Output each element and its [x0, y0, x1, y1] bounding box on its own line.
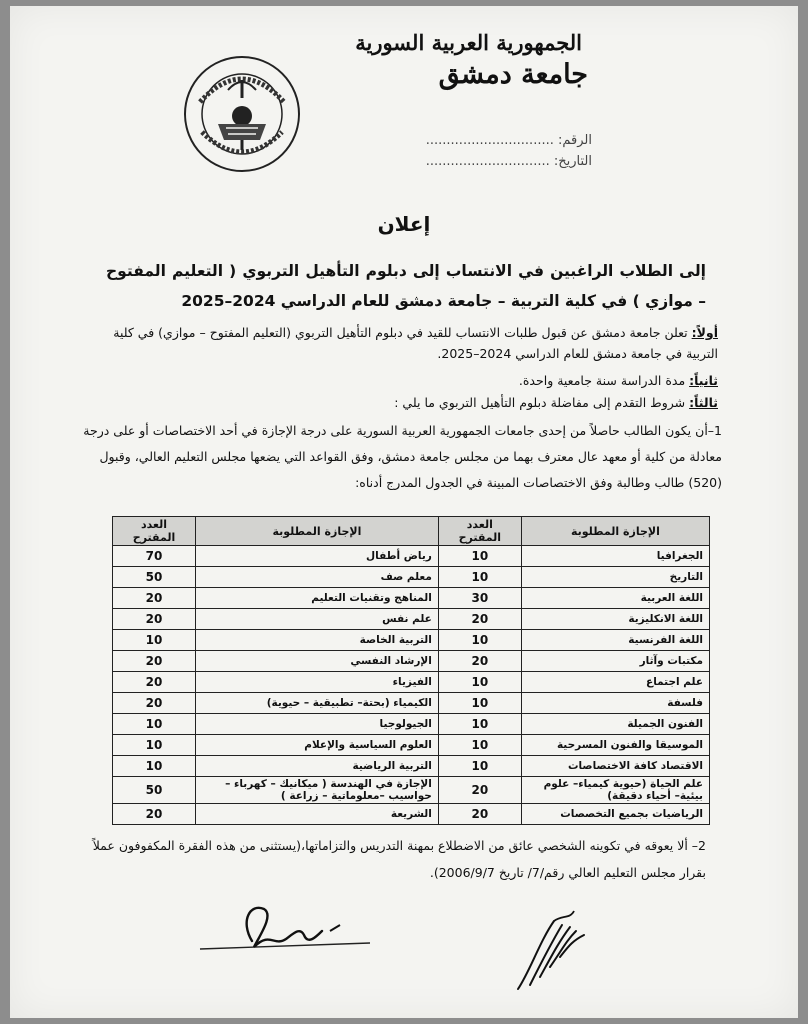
header-required-degree: الإجازة المطلوبة: [196, 517, 439, 546]
document-page: [10, 6, 798, 1018]
proposed-count-cell: 20: [113, 693, 196, 714]
signature-left: [190, 891, 380, 961]
proposed-count-cell: 20: [113, 588, 196, 609]
proposed-count-cell: 10: [438, 672, 521, 693]
proposed-count-cell: 10: [438, 735, 521, 756]
paragraph-third: [93, 392, 718, 413]
required-degree-cell: الشريعة: [196, 804, 439, 825]
proposed-count-cell: 10: [438, 756, 521, 777]
required-degree-cell: الرياضيات بجميع التخصصات: [521, 804, 709, 825]
required-degree-cell: الفيزياء: [196, 672, 439, 693]
third-label: ثالثاً:: [689, 395, 718, 410]
proposed-count-cell: 10: [113, 630, 196, 651]
required-degree-cell: اللغة الفرنسية: [521, 630, 709, 651]
required-degree-cell: معلم صف: [196, 567, 439, 588]
proposed-count-cell: 30: [438, 588, 521, 609]
table-row: [113, 804, 710, 825]
proposed-count-cell: 20: [113, 609, 196, 630]
table-row: [113, 567, 710, 588]
required-degree-cell: مكتبات وآثار: [521, 651, 709, 672]
table-row: [113, 588, 710, 609]
required-degree-cell: العلوم السياسية والإعلام: [196, 735, 439, 756]
required-degree-cell: الكيمياء (بحتة– تطبيقية – حيوية): [196, 693, 439, 714]
table-row: [113, 693, 710, 714]
required-degree-cell: الاقتصاد كافة الاختصاصات: [521, 756, 709, 777]
header-proposed-count: العدد المقترح: [113, 517, 196, 546]
table-row: [113, 546, 710, 567]
proposed-count-cell: 10: [438, 693, 521, 714]
table-row: [113, 777, 710, 804]
table-row: [113, 735, 710, 756]
required-degree-cell: الإرشاد النفسي: [196, 651, 439, 672]
required-degree-cell: رياض أطفال: [196, 546, 439, 567]
specializations-table: [112, 516, 710, 825]
table-row: [113, 714, 710, 735]
proposed-count-cell: 20: [113, 672, 196, 693]
table-row: [113, 630, 710, 651]
proposed-count-cell: 10: [113, 714, 196, 735]
paragraph-first: [93, 322, 718, 364]
university-name: جامعة دمشق: [438, 59, 588, 90]
required-degree-cell: الموسيقا والفنون المسرحية: [521, 735, 709, 756]
country-name: الجمهورية العربية السورية: [355, 30, 582, 55]
table-row: [113, 609, 710, 630]
proposed-count-cell: 20: [438, 651, 521, 672]
proposed-count-cell: 10: [438, 714, 521, 735]
required-degree-cell: التربية الرياضية: [196, 756, 439, 777]
proposed-count-cell: 10: [113, 756, 196, 777]
proposed-count-cell: 20: [113, 651, 196, 672]
proposed-count-cell: 50: [113, 777, 196, 804]
date-label: التاريخ:: [553, 154, 592, 169]
table-row: [113, 651, 710, 672]
second-label: ثانياً:: [689, 373, 718, 388]
proposed-count-cell: 70: [113, 546, 196, 567]
proposed-count-cell: 20: [438, 609, 521, 630]
required-degree-cell: الفنون الجميلة: [521, 714, 709, 735]
header-proposed-count: العدد المقترح: [438, 517, 521, 546]
paragraph-second: [93, 370, 718, 391]
required-degree-cell: التاريخ: [521, 567, 709, 588]
required-degree-cell: الجغرافيا: [521, 546, 709, 567]
proposed-count-cell: 50: [113, 567, 196, 588]
table-row: [113, 756, 710, 777]
proposed-count-cell: 10: [438, 630, 521, 651]
date-dots: ..............................: [425, 154, 550, 169]
third-text: شروط التقدم إلى مفاضلة دبلوم التأهيل التربوي ما يلي :: [394, 395, 690, 410]
proposed-count-cell: 20: [438, 804, 521, 825]
first-text: تعلن جامعة دمشق عن قبول طلبات الانتساب للقيد في دبلوم التأهيل التربوي (التعليم المفتوح – موازي) في كلية التربية في جامعة دمشق للعام الدراسي 2024–2025.: [113, 325, 718, 361]
required-degree-cell: علم نفس: [196, 609, 439, 630]
required-degree-cell: علم الحياة (حيوية كيمياء– علوم بيئية– أحياء دقيقة): [521, 777, 709, 804]
required-degree-cell: المناهج وتقنيات التعليم: [196, 588, 439, 609]
required-degree-cell: الجيولوجيا: [196, 714, 439, 735]
required-degree-cell: اللغة العربية: [521, 588, 709, 609]
proposed-count-cell: 10: [113, 735, 196, 756]
table-row: [113, 672, 710, 693]
announcement-title: إعلان: [377, 212, 431, 236]
reference-number-label: الرقم:: [558, 133, 592, 148]
reference-number-dots: ...............................: [425, 133, 554, 148]
required-degree-cell: اللغة الانكليزية: [521, 609, 709, 630]
required-degree-cell: فلسفة: [521, 693, 709, 714]
first-label: أولاً:: [691, 325, 718, 340]
required-degree-cell: الإجازة في الهندسة ( ميكانيك – كهرباء – حواسيب –معلوماتية – زراعة ): [196, 777, 439, 804]
second-text: مدة الدراسة سنة جامعية واحدة.: [518, 373, 690, 388]
reference-number-field: [426, 133, 592, 148]
university-seal-logo: [182, 54, 302, 174]
required-degree-cell: علم اجتماع: [521, 672, 709, 693]
condition-1: 1–أن يكون الطالب حاصلاً من إحدى جامعات الجمهورية العربية السورية على درجة الإجازة في أحد الاختصاصات أو على درجة معادلة من كلية أو معهد عال معترف بهما من مجلس جامعة دمشق، وفق القواعد التي يضعها مجلس التعليم العالي، وقبول (520) طالب وطالبة وفق الاختصاصات المبينة في الجدول المدرج أدناه:: [83, 423, 722, 490]
header-required-degree: الإجازة المطلوبة: [521, 517, 709, 546]
condition-2: 2– ألا يعوقه في تكوينه الشخصي عائق من الاضطلاع بمهنة التدريس والتزاماتها،(يستثنى من هذه الفقرة المكفوفون عملاً بقرار مجلس التعليم العالي رقم/7/ تاريخ 2006/9/7).: [92, 838, 706, 880]
proposed-count-cell: 20: [113, 804, 196, 825]
signature-right: [510, 901, 600, 1001]
proposed-count-cell: 10: [438, 546, 521, 567]
proposed-count-cell: 10: [438, 567, 521, 588]
announcement-subtitle: إلى الطلاب الراغبين في الانتساب إلى دبلوم التأهيل التربوي ( التعليم المفتوح – موازي ) في كلية التربية – جامعة دمشق للعام الدراسي 2024–2025: [106, 262, 706, 310]
table-header-row: [113, 517, 710, 546]
date-field: [426, 154, 592, 169]
proposed-count-cell: 20: [438, 777, 521, 804]
required-degree-cell: التربية الخاصة: [196, 630, 439, 651]
